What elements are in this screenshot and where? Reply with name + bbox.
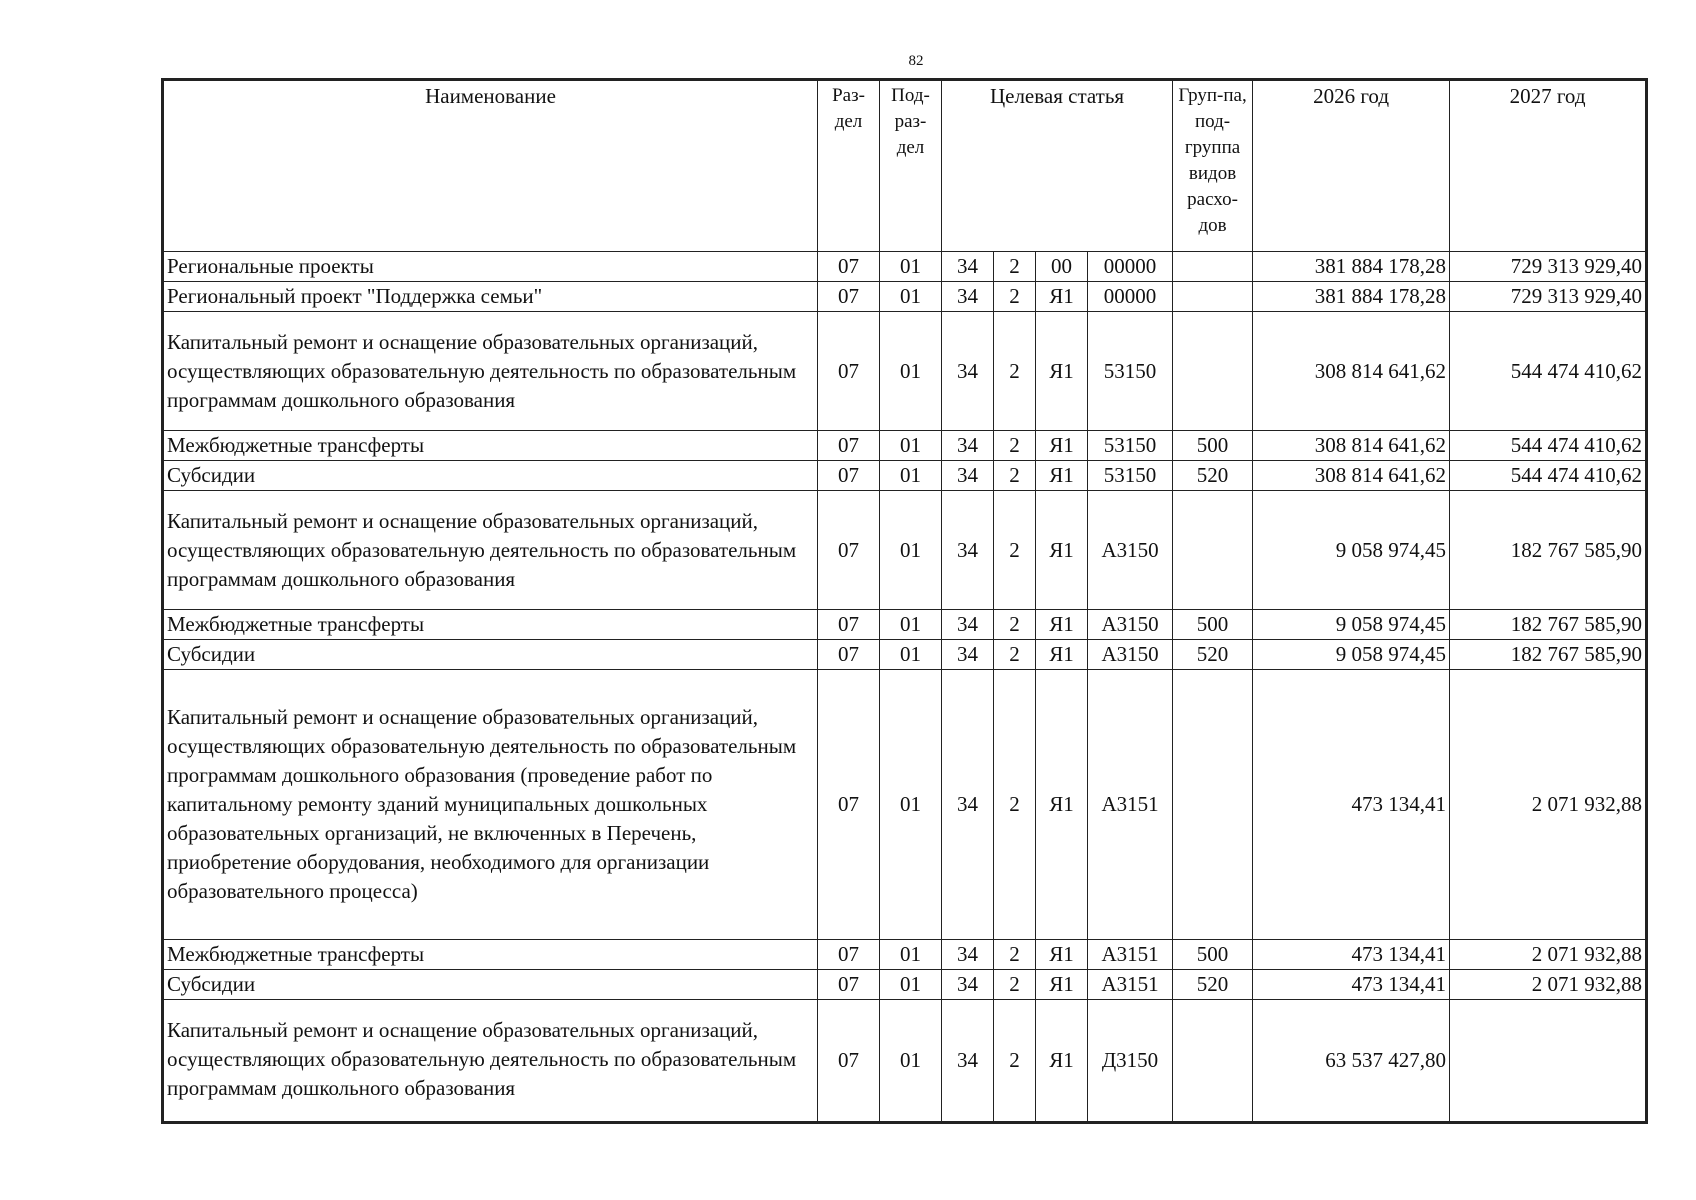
cell-podrazdel: 01 [880,940,942,970]
cell-expense-group [1173,312,1253,431]
cell-target-subprogram: 2 [994,312,1036,431]
table-header-row [163,80,1647,252]
cell-name: Субсидии [163,461,818,491]
page-number: 82 [908,53,924,69]
cell-expense-group [1173,670,1253,940]
cell-target-project: Я1 [1036,1000,1088,1123]
cell-expense-group [1173,282,1253,312]
cell-expense-group [1173,252,1253,282]
table-row [163,1000,1647,1123]
cell-target-project: Я1 [1036,670,1088,940]
cell-target-direction: 00000 [1088,252,1173,282]
cell-target-subprogram: 2 [994,970,1036,1000]
cell-target-program: 34 [942,431,994,461]
cell-target-subprogram: 2 [994,1000,1036,1123]
cell-expense-group: 500 [1173,940,1253,970]
cell-expense-group: 500 [1173,431,1253,461]
cell-target-program: 34 [942,252,994,282]
cell-name: Капитальный ремонт и оснащение образовательных организаций, осуществляющих образовательную деятельность по образовательным программам дошкольного образования [163,312,818,431]
cell-razdel: 07 [818,970,880,1000]
cell-razdel: 07 [818,312,880,431]
cell-podrazdel: 01 [880,1000,942,1123]
cell-target-project: Я1 [1036,461,1088,491]
table-row [163,282,1647,312]
cell-target-program: 34 [942,461,994,491]
table-row [163,670,1647,940]
cell-target-direction: 00000 [1088,282,1173,312]
cell-amount-2026: 308 814 641,62 [1253,312,1450,431]
cell-target-subprogram: 2 [994,491,1036,610]
cell-target-project: Я1 [1036,431,1088,461]
table-row [163,610,1647,640]
cell-target-program: 34 [942,940,994,970]
cell-amount-2027: 2 071 932,88 [1450,670,1647,940]
cell-amount-2027: 544 474 410,62 [1450,461,1647,491]
table-row [163,491,1647,610]
cell-razdel: 07 [818,491,880,610]
cell-expense-group [1173,1000,1253,1123]
cell-razdel: 07 [818,1000,880,1123]
cell-podrazdel: 01 [880,461,942,491]
cell-target-subprogram: 2 [994,461,1036,491]
cell-amount-2027: 544 474 410,62 [1450,312,1647,431]
cell-target-subprogram: 2 [994,252,1036,282]
cell-target-program: 34 [942,312,994,431]
header-name: Наименование [163,80,818,252]
cell-amount-2026: 381 884 178,28 [1253,282,1450,312]
cell-target-direction: А3151 [1088,940,1173,970]
header-target-article: Целевая статья [942,80,1173,252]
cell-name: Капитальный ремонт и оснащение образовательных организаций, осуществляющих образовательную деятельность по образовательным программам дошкольного образования (проведение работ по капитальному ремонту зданий муниципальных дошкольных образовательных организаций, не включенных в Перечень, приобретение оборудования, необходимого для организации образовательного процесса) [163,670,818,940]
cell-target-direction: А3151 [1088,670,1173,940]
cell-amount-2026: 308 814 641,62 [1253,461,1450,491]
cell-target-program: 34 [942,640,994,670]
cell-target-program: 34 [942,1000,994,1123]
table-row [163,970,1647,1000]
cell-podrazdel: 01 [880,282,942,312]
cell-target-program: 34 [942,491,994,610]
cell-name: Межбюджетные трансферты [163,431,818,461]
cell-target-program: 34 [942,610,994,640]
header-expense-group: Груп-па, под-группа видов расхо-дов [1173,80,1253,252]
cell-target-direction: Д3150 [1088,1000,1173,1123]
cell-razdel: 07 [818,610,880,640]
cell-podrazdel: 01 [880,431,942,461]
table-row [163,940,1647,970]
cell-amount-2027: 182 767 585,90 [1450,610,1647,640]
cell-amount-2026: 9 058 974,45 [1253,640,1450,670]
table-row [163,640,1647,670]
cell-target-project: 00 [1036,252,1088,282]
cell-amount-2027: 182 767 585,90 [1450,491,1647,610]
cell-amount-2026: 473 134,41 [1253,940,1450,970]
cell-target-direction: А3150 [1088,610,1173,640]
cell-target-direction: А3150 [1088,640,1173,670]
table-row [163,461,1647,491]
cell-expense-group: 520 [1173,970,1253,1000]
cell-target-subprogram: 2 [994,670,1036,940]
cell-target-subprogram: 2 [994,610,1036,640]
cell-target-project: Я1 [1036,940,1088,970]
cell-razdel: 07 [818,282,880,312]
cell-name: Капитальный ремонт и оснащение образовательных организаций, осуществляющих образовательную деятельность по образовательным программам дошкольного образования [163,1000,818,1123]
cell-target-subprogram: 2 [994,282,1036,312]
cell-podrazdel: 01 [880,491,942,610]
budget-table [161,78,1648,1124]
header-razdel: Раз-дел [818,80,880,252]
cell-amount-2027: 2 071 932,88 [1450,940,1647,970]
cell-amount-2026: 473 134,41 [1253,970,1450,1000]
cell-target-direction: 53150 [1088,312,1173,431]
cell-name: Капитальный ремонт и оснащение образовательных организаций, осуществляющих образовательную деятельность по образовательным программам дошкольного образования [163,491,818,610]
cell-expense-group: 520 [1173,461,1253,491]
cell-podrazdel: 01 [880,610,942,640]
cell-razdel: 07 [818,252,880,282]
cell-target-direction: А3150 [1088,491,1173,610]
cell-target-subprogram: 2 [994,940,1036,970]
cell-podrazdel: 01 [880,670,942,940]
cell-target-project: Я1 [1036,282,1088,312]
cell-target-project: Я1 [1036,491,1088,610]
cell-target-program: 34 [942,670,994,940]
cell-name: Региональный проект "Поддержка семьи" [163,282,818,312]
cell-amount-2026: 308 814 641,62 [1253,431,1450,461]
cell-amount-2026: 9 058 974,45 [1253,491,1450,610]
cell-razdel: 07 [818,431,880,461]
cell-podrazdel: 01 [880,312,942,431]
cell-name: Межбюджетные трансферты [163,610,818,640]
cell-amount-2027 [1450,1000,1647,1123]
header-year-2027: 2027 год [1450,80,1647,252]
cell-target-direction: 53150 [1088,431,1173,461]
cell-name: Субсидии [163,970,818,1000]
cell-amount-2027: 182 767 585,90 [1450,640,1647,670]
cell-expense-group: 500 [1173,610,1253,640]
cell-podrazdel: 01 [880,252,942,282]
cell-target-project: Я1 [1036,970,1088,1000]
cell-expense-group: 520 [1173,640,1253,670]
cell-amount-2026: 381 884 178,28 [1253,252,1450,282]
header-year-2026: 2026 год [1253,80,1450,252]
cell-razdel: 07 [818,670,880,940]
cell-target-direction: А3151 [1088,970,1173,1000]
cell-target-direction: 53150 [1088,461,1173,491]
cell-amount-2027: 729 313 929,40 [1450,282,1647,312]
cell-target-program: 34 [942,970,994,1000]
cell-expense-group [1173,491,1253,610]
cell-amount-2027: 544 474 410,62 [1450,431,1647,461]
cell-target-program: 34 [942,282,994,312]
table-row [163,312,1647,431]
cell-razdel: 07 [818,461,880,491]
cell-amount-2026: 63 537 427,80 [1253,1000,1450,1123]
cell-target-subprogram: 2 [994,431,1036,461]
table-body [163,252,1647,1123]
cell-podrazdel: 01 [880,640,942,670]
cell-podrazdel: 01 [880,970,942,1000]
cell-name: Региональные проекты [163,252,818,282]
cell-name: Субсидии [163,640,818,670]
cell-amount-2026: 473 134,41 [1253,670,1450,940]
cell-name: Межбюджетные трансферты [163,940,818,970]
cell-target-project: Я1 [1036,610,1088,640]
cell-razdel: 07 [818,640,880,670]
cell-amount-2026: 9 058 974,45 [1253,610,1450,640]
table-row [163,252,1647,282]
header-podrazdel: Под-раз-дел [880,80,942,252]
cell-target-subprogram: 2 [994,640,1036,670]
cell-target-project: Я1 [1036,640,1088,670]
cell-razdel: 07 [818,940,880,970]
cell-target-project: Я1 [1036,312,1088,431]
cell-amount-2027: 729 313 929,40 [1450,252,1647,282]
cell-amount-2027: 2 071 932,88 [1450,970,1647,1000]
table-row [163,431,1647,461]
